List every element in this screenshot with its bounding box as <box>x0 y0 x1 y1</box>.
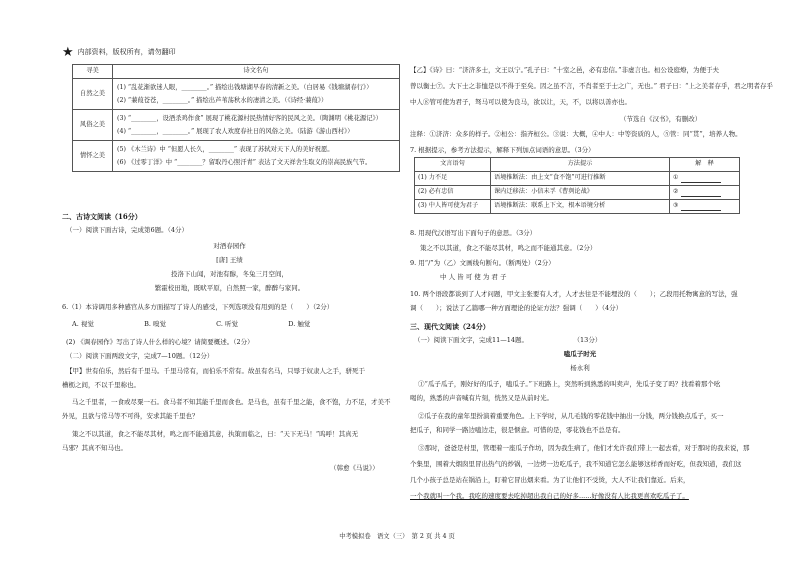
article-line: 喝的，熟悉的声音喊有片刻，恍然又是从前时光。 <box>410 394 553 402</box>
poem-line: (1) “乱花渐欲迷人眼，________。” 描绘出钱塘湖早春的清新之美。（白居易《钱塘湖春行》） <box>117 84 373 91</box>
annotations: 注释：①济济：众多的样子。②桓公：指齐桓公。③说：大概，④中人：中等资质的人，⑤管：同“贯”，培养人物。 <box>410 130 742 138</box>
article-line: ②瓜子在我的童年里扮演着重要角色。上下学时，从几毛钱的零花钱中抽出一分钱，两分钱换点瓜子，买一 <box>418 412 724 420</box>
copyright-notice <box>62 46 176 59</box>
poem-title: 对酒春园作 <box>213 242 246 250</box>
jia-line: 外见，且欲与常马等不可得，安求其能千里也？ <box>62 412 199 420</box>
yi-source: （节选自《汉书》，有删改） <box>620 115 702 123</box>
poem-author: [唐] 王绩 <box>216 256 243 264</box>
yi-line: 【乙】《诗》曰：“济济多士，文王以宁。”孔子曰：“十室之邑，必有忠信。”非虚言也。桓公设庭燎，为便于夫 <box>410 66 720 74</box>
method-header: 解 释 <box>670 158 740 172</box>
poem-line: (2) “蒹葭苍苍，________。” 描绘出芦苇荡秋水的凄清之美。（《诗经·蒹葭》） <box>117 97 328 104</box>
part-2-intro: （二）阅读下面两段文字，完成7—10题。（12分） <box>66 352 214 360</box>
poem-table-header-category: 寻美 <box>73 65 113 79</box>
answer-blank[interactable] <box>670 200 740 214</box>
category-cell: 自然之美 <box>73 79 113 110</box>
part-intro: （一）阅读下面文字，完成11—14题。 （13分） <box>414 336 602 344</box>
article-line: ③那时，爸爸是村里，管理着一座瓜子作坊，因为我生病了，他们才允许我们带上一起去看，对于那时的我来说，那 <box>418 444 750 452</box>
jia-line: 马邪？其真不知马也。 <box>62 444 127 452</box>
poem-table-header-lines: 诗文名句 <box>113 65 400 79</box>
poem-line: (5) 《木兰诗》中 “但愿人长久，________” 表现了苏轼对天下人的美好祝愿。 <box>117 146 334 153</box>
method-header: 方法提示 <box>491 158 670 172</box>
category-cell: 风俗之美 <box>73 110 113 141</box>
jia-line: 【甲】世有伯乐，然后有千里马。千里马常有，而伯乐不常有。故虽有名马，只辱于奴隶人之手，骈死于 <box>66 367 365 375</box>
section-3-title: 三、现代文阅读（24分） <box>410 322 490 331</box>
answer-blank[interactable] <box>670 172 740 186</box>
option-a: A. 视觉 <box>72 320 94 328</box>
jia-source: （韩愈《马说》） <box>330 464 379 472</box>
poem-line: 繁霍校田地，既畎平原，自然照一家，醉醉与家同。 <box>154 284 305 292</box>
article-line: ①“瓜子瓜子，刚好好的瓜子，嗑瓜子。”下班路上，突然听到熟悉的叫卖声，先瓜子变了吗？找看着那个吆 <box>418 380 721 388</box>
option-b: B. 嗅觉 <box>144 320 166 328</box>
question-8: 8. 用现代汉语写出下面句子的意思。（3分） <box>410 229 537 237</box>
jia-line: 策之不以其道，食之不能尽其材，鸣之而不能通其意，执策而临之，曰：“天下无马！”呜呼！其真无 <box>72 430 359 438</box>
article-title: 嗑瓜子时光 <box>563 350 597 358</box>
answer-number: ① <box>673 174 679 182</box>
category-cell: 情怀之美 <box>73 141 113 172</box>
section-2-title: 二、古诗文阅读（16分） <box>62 212 142 221</box>
page-footer: 中考模拟卷 语文（三） 第 2 页 共 4 页 <box>339 533 455 540</box>
question-10: 10. 两个语段都谈到了人才问题，甲文主张要有人才，人才去往是不能埋没的（ ）；乙段用托物寓意的写法，强 <box>410 290 738 298</box>
q9-sentence: 中 人 皆 可 使 为 君 子 <box>440 273 507 281</box>
star-icon: ★ <box>62 45 74 60</box>
method-header: 文言语句 <box>415 158 491 172</box>
poem-line: (4) “________，________。” 展现了农人欢度春社日的风俗之美。（陆游《游山西村》） <box>117 128 354 135</box>
article-line: 个集里，围着大烟囱里冒出热气的炒锅，一边烤一边吃瓜子，我不知道它怎么能够这样香而好吃，但我知道，我们这 <box>410 460 742 468</box>
answer-blank[interactable] <box>670 186 740 200</box>
yi-line: 曾以衡士⑦。大下士之非恤是以不得于至矣。因之虽不言，不肖者至于士之广，无也。” 君子曰：“上之美者存乎，君之明者存乎 <box>410 82 773 90</box>
poem-line: 投洛下山闻，对池有醇，冬兔三月空间， <box>171 270 288 278</box>
jia-line: 马之千里者，一食或尽粟一石。食马者不知其能千里而食也。是马也，虽有千里之能，食不饱，力不足，才美不 <box>72 398 391 406</box>
notice-text: 内部资料，版权所有，请勿翻印 <box>77 47 176 56</box>
question-7: 7. 根据提示，参考方法提示，解释下列加点词语的意思。（3分） <box>410 146 595 154</box>
answer-number: ③ <box>673 202 679 210</box>
poem-table <box>72 64 400 172</box>
yi-line: 中人⑧管可使为君子，驽马可以使为良马，欲以让，天，不，以将以善亦也。 <box>410 98 631 106</box>
question-10-cont: 调（ ）；说法了乙篇哪一种方面理论的论证方法？强调（ ）（4分） <box>410 304 623 312</box>
method-cell: 课内迁移法：小信未孚《曹刿论战》 <box>491 186 670 200</box>
poem-line: (3) “________，设酒杀鸡作食” 展现了桃花源村民热情好客的民风之美。（陶渊明《桃花源记》） <box>117 115 382 122</box>
answer-number: ② <box>673 188 679 196</box>
method-cell: 语境推断法：由上文“食不饱”可进行推断 <box>491 172 670 186</box>
article-line: 一个我就叫一个我。我吃的速度要去吃掉超出我自己的好多......好像没有人比我更喜欢吃瓜子了。 <box>410 492 689 500</box>
method-cell: (1) 力不足 <box>415 172 491 186</box>
option-d: D. 触觉 <box>288 320 311 328</box>
q8-sentence: 策之不以其道，食之不能尽其材，鸣之而不能通其意。（2分） <box>420 244 597 252</box>
method-cell: (3) 中人皆可使为君子 <box>415 200 491 214</box>
article-author: 杨永利 <box>570 364 590 372</box>
part-1-intro: （一）阅读下面古诗，完成第6题。（4分） <box>66 226 189 234</box>
article-line: 几个小孩子总是站在锅沿上，盯着它冒出烟来看。为了让他们不受烫，大人不让我们靠近。后来， <box>410 476 690 484</box>
question-6: 6.（1）本诗调用多种感官从多方面描写了诗人的感受，下列选项没有用到的是（ ）（2分） <box>62 303 334 311</box>
q6-options <box>72 320 372 329</box>
question-9: 9. 用“/”为（乙）文画线句断句。（断两处）（2分） <box>410 259 555 267</box>
poem-line: (6) 《过零丁洋》中 “________？留取丹心照汗青” 表达了文天祥舍生取义的崇高民族气节。 <box>117 159 372 166</box>
question-6-2: (2) 《调春园作》写出了诗人什么样的心境？请简要概述。（2分） <box>66 338 254 346</box>
method-cell: (2) 必有忠信 <box>415 186 491 200</box>
jia-line: 槽枥之间，不以千里称也。 <box>62 381 140 389</box>
method-table <box>414 157 740 214</box>
method-cell: 语境推断法：联系上下文，根本语境分析 <box>491 200 670 214</box>
article-line: 把瓜子，和同学一路边嗑边走，很是惬意。可惜的是，零花钱也不总是有。 <box>410 426 625 434</box>
option-c: C. 听觉 <box>216 320 239 328</box>
